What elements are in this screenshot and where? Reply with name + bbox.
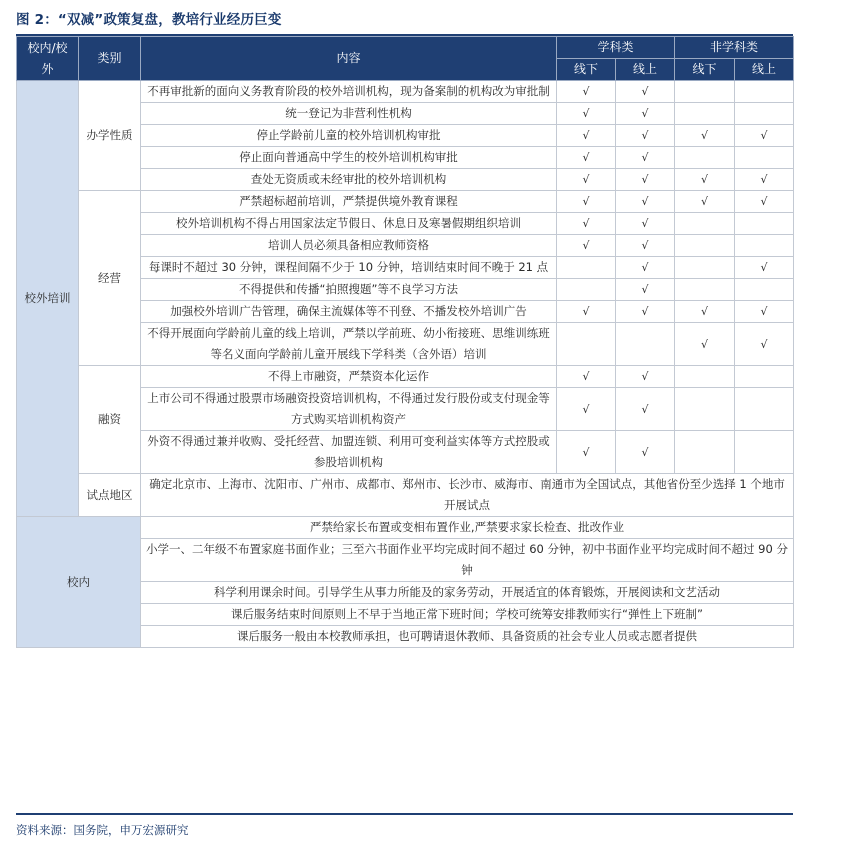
check-mark: √ xyxy=(735,257,794,279)
check-mark: √ xyxy=(616,279,675,301)
header-nonacademic-offline: 线下 xyxy=(675,59,735,81)
inside-row-content: 科学利用课余时间。引导学生从事力所能及的家务劳动，开展适宜的体育锻炼，开展阅读和文艺活动 xyxy=(141,582,794,604)
group-outside-training: 校外培训 xyxy=(17,81,79,517)
check-mark xyxy=(557,257,616,279)
table-row xyxy=(17,191,794,213)
check-mark: √ xyxy=(616,213,675,235)
check-mark: √ xyxy=(616,257,675,279)
row-content: 加强校外培训广告管理，确保主流媒体等不刊登、不播发校外培训广告 xyxy=(141,301,557,323)
header-academic-offline: 线下 xyxy=(557,59,616,81)
header-nonacademic-online: 线上 xyxy=(735,59,794,81)
policy-table xyxy=(16,36,794,648)
check-mark xyxy=(735,147,794,169)
header-category: 类别 xyxy=(79,37,141,81)
check-mark xyxy=(675,431,735,474)
check-mark: √ xyxy=(557,301,616,323)
check-mark: √ xyxy=(735,125,794,147)
check-mark xyxy=(735,235,794,257)
check-mark: √ xyxy=(735,301,794,323)
check-mark: √ xyxy=(557,147,616,169)
header-scope: 校内/校外 xyxy=(17,37,79,81)
header-content: 内容 xyxy=(141,37,557,81)
check-mark: √ xyxy=(675,301,735,323)
check-mark: √ xyxy=(616,191,675,213)
row-content: 停止学龄前儿童的校外培训机构审批 xyxy=(141,125,557,147)
check-mark: √ xyxy=(616,103,675,125)
check-mark xyxy=(735,366,794,388)
check-mark xyxy=(735,103,794,125)
check-mark xyxy=(616,323,675,366)
check-mark xyxy=(735,213,794,235)
table-row xyxy=(17,81,794,103)
check-mark: √ xyxy=(557,366,616,388)
row-content: 不得开展面向学龄前儿童的线上培训，严禁以学前班、幼小衔接班、思维训练班等名义面向学龄前儿童开展线下学科类（含外语）培训 xyxy=(141,323,557,366)
category-finance: 融资 xyxy=(79,366,141,474)
row-content: 不得上市融资，严禁资本化运作 xyxy=(141,366,557,388)
check-mark: √ xyxy=(557,191,616,213)
check-mark: √ xyxy=(557,81,616,103)
inside-row-content: 课后服务结束时间原则上不早于当地正常下班时间；学校可统筹安排教师实行“弹性上下班制” xyxy=(141,604,794,626)
inside-row-content: 小学一、二年级不布置家庭书面作业；三至六书面作业平均完成时间不超过 60 分钟，初中书面作业平均完成时间不超过 90 分钟 xyxy=(141,539,794,582)
check-mark xyxy=(735,81,794,103)
check-mark xyxy=(675,279,735,301)
check-mark: √ xyxy=(557,103,616,125)
category-pilot: 试点地区 xyxy=(79,474,141,517)
check-mark: √ xyxy=(735,191,794,213)
check-mark: √ xyxy=(675,125,735,147)
check-mark: √ xyxy=(616,147,675,169)
check-mark xyxy=(675,257,735,279)
check-mark: √ xyxy=(557,388,616,431)
row-content: 严禁超标超前培训，严禁提供境外教育课程 xyxy=(141,191,557,213)
header-academic: 学科类 xyxy=(557,37,675,59)
check-mark: √ xyxy=(616,81,675,103)
check-mark xyxy=(735,431,794,474)
check-mark: √ xyxy=(616,366,675,388)
table-row xyxy=(17,474,794,517)
table-row xyxy=(17,517,794,539)
check-mark: √ xyxy=(557,125,616,147)
inside-row-content: 课后服务一般由本校教师承担，也可聘请退休教师、具备资质的社会专业人员或志愿者提供 xyxy=(141,626,794,648)
row-content: 停止面向普通高中学生的校外培训机构审批 xyxy=(141,147,557,169)
check-mark: √ xyxy=(735,169,794,191)
row-content: 不得提供和传播“拍照搜题”等不良学习方法 xyxy=(141,279,557,301)
check-mark: √ xyxy=(616,301,675,323)
row-content: 上市公司不得通过股票市场融资投资培训机构，不得通过发行股份或支付现金等方式购买培训机构资产 xyxy=(141,388,557,431)
check-mark xyxy=(675,366,735,388)
row-content: 校外培训机构不得占用国家法定节假日、休息日及寒暑假期组织培训 xyxy=(141,213,557,235)
header-academic-online: 线上 xyxy=(616,59,675,81)
pilot-content: 确定北京市、上海市、沈阳市、广州市、成都市、郑州市、长沙市、威海市、南通市为全国试点，其他省份至少选择 1 个地市开展试点 xyxy=(141,474,794,517)
check-mark xyxy=(675,147,735,169)
group-inside-school: 校内 xyxy=(17,517,141,648)
check-mark: √ xyxy=(616,169,675,191)
check-mark xyxy=(557,279,616,301)
category-operation: 经营 xyxy=(79,191,141,366)
row-content: 统一登记为非营利性机构 xyxy=(141,103,557,125)
check-mark xyxy=(735,388,794,431)
check-mark: √ xyxy=(616,431,675,474)
category-nature: 办学性质 xyxy=(79,81,141,191)
check-mark: √ xyxy=(557,213,616,235)
check-mark xyxy=(675,388,735,431)
check-mark: √ xyxy=(675,169,735,191)
check-mark: √ xyxy=(616,388,675,431)
row-content: 外资不得通过兼并收购、受托经营、加盟连锁、利用可变利益实体等方式控股或参股培训机构 xyxy=(141,431,557,474)
source-note: 资料来源：国务院，申万宏源研究 xyxy=(16,823,189,837)
row-content: 查处无资质或未经审批的校外培训机构 xyxy=(141,169,557,191)
inside-row-content: 严禁给家长布置或变相布置作业,严禁要求家长检查、批改作业 xyxy=(141,517,794,539)
check-mark: √ xyxy=(675,323,735,366)
check-mark: √ xyxy=(675,191,735,213)
check-mark xyxy=(675,235,735,257)
check-mark: √ xyxy=(557,431,616,474)
row-content: 每课时不超过 30 分钟，课程间隔不少于 10 分钟，培训结束时间不晚于 21 点 xyxy=(141,257,557,279)
check-mark xyxy=(735,279,794,301)
header-row-1 xyxy=(17,37,794,59)
check-mark xyxy=(675,81,735,103)
bottom-rule xyxy=(16,813,793,815)
check-mark: √ xyxy=(557,169,616,191)
row-content: 不再审批新的面向义务教育阶段的校外培训机构，现为备案制的机构改为审批制 xyxy=(141,81,557,103)
check-mark: √ xyxy=(616,125,675,147)
row-content: 培训人员必须具备相应教师资格 xyxy=(141,235,557,257)
check-mark xyxy=(675,103,735,125)
check-mark: √ xyxy=(557,235,616,257)
header-nonacademic: 非学科类 xyxy=(675,37,794,59)
check-mark xyxy=(675,213,735,235)
check-mark xyxy=(557,323,616,366)
check-mark: √ xyxy=(616,235,675,257)
table-row xyxy=(17,366,794,388)
check-mark: √ xyxy=(735,323,794,366)
figure-title: 图 2：“双减”政策复盘，教培行业经历巨变 xyxy=(16,12,282,28)
